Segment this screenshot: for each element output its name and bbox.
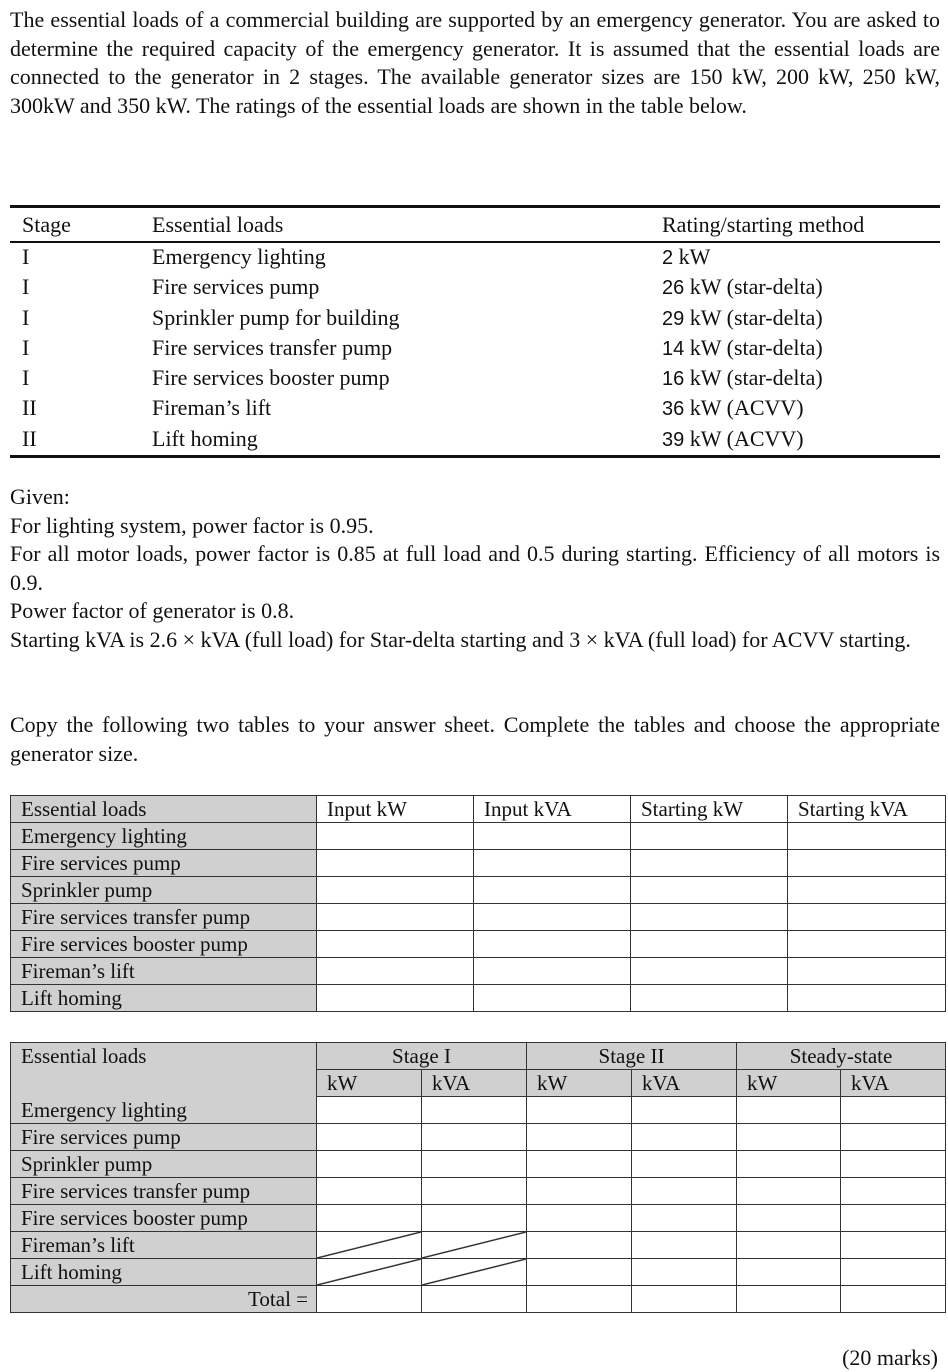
subheader-kw: kW xyxy=(527,1070,632,1097)
stage: I xyxy=(22,365,30,391)
stage: I xyxy=(22,334,30,360)
given-item: Power factor of generator is 0.8. xyxy=(10,598,295,624)
answer-cell[interactable] xyxy=(632,1286,737,1313)
stage: II xyxy=(22,395,37,421)
header-steady-state: Steady-state xyxy=(737,1043,946,1070)
subheader-kw: kW xyxy=(317,1070,422,1097)
answer-cell[interactable] xyxy=(788,985,946,1012)
answer-cell[interactable] xyxy=(422,1286,527,1313)
header-essential-loads: Essential loads xyxy=(11,796,317,823)
table-row xyxy=(11,1151,946,1178)
answer-cell[interactable] xyxy=(788,877,946,904)
rating-method: kW (star-delta) xyxy=(689,334,823,360)
table-header-row xyxy=(11,1043,946,1070)
row-label: Fireman’s lift xyxy=(11,958,317,985)
given-item: Starting kVA is 2.6 × kVA (full load) for Star-delta starting and 3 × kVA (full load) for ACVV starting. xyxy=(10,626,911,652)
table-row xyxy=(10,364,940,394)
rating xyxy=(662,395,804,421)
answer-cell[interactable] xyxy=(632,1124,737,1151)
answer-cell[interactable] xyxy=(632,1151,737,1178)
rating xyxy=(662,426,804,452)
load-name: Fire services pump xyxy=(152,274,320,300)
answer-cell[interactable] xyxy=(317,958,474,985)
answer-cell[interactable] xyxy=(317,1097,422,1124)
answer-cell[interactable] xyxy=(631,985,788,1012)
header-stage-1: Stage I xyxy=(317,1043,527,1070)
rating-kw: 29 xyxy=(662,307,685,330)
header-input-kw: Input kW xyxy=(317,796,474,823)
answer-cell[interactable] xyxy=(527,1286,632,1313)
answer-cell[interactable] xyxy=(632,1097,737,1124)
answer-cell[interactable] xyxy=(737,1259,841,1286)
answer-cell[interactable] xyxy=(317,877,474,904)
answer-cell[interactable] xyxy=(527,1259,632,1286)
table-row xyxy=(11,904,946,931)
rating-kw: 14 xyxy=(662,337,685,360)
crossed-out-cell xyxy=(317,1232,422,1259)
answer-cell[interactable] xyxy=(422,1205,527,1232)
answer-cell[interactable] xyxy=(422,1178,527,1205)
instruction-paragraph: Copy the following two tables to your answer sheet. Complete the tables and choose the appropriate generator size. xyxy=(10,712,940,766)
subheader-kva: kVA xyxy=(841,1070,946,1097)
answer-cell[interactable] xyxy=(841,1178,946,1205)
answer-cell[interactable] xyxy=(317,1205,422,1232)
given-item: For lighting system, power factor is 0.95. xyxy=(10,512,374,538)
answer-cell[interactable] xyxy=(317,1286,422,1313)
rating-method: kW (ACVV) xyxy=(689,395,804,421)
answer-cell[interactable] xyxy=(317,931,474,958)
loads-table xyxy=(10,205,940,458)
header-essential-loads: Essential loads xyxy=(152,212,284,237)
stage: II xyxy=(22,425,37,451)
answer-cell[interactable] xyxy=(317,904,474,931)
rating-kw: 16 xyxy=(662,368,685,391)
answer-cell[interactable] xyxy=(527,1205,632,1232)
rating xyxy=(662,335,823,361)
stage: I xyxy=(22,274,30,300)
row-label: Lift homing xyxy=(11,985,317,1012)
load-name: Emergency lighting xyxy=(152,244,326,269)
rating-kw: 36 xyxy=(662,398,685,421)
answer-cell[interactable] xyxy=(841,1205,946,1232)
answer-cell[interactable] xyxy=(841,1151,946,1178)
row-label: Emergency lighting xyxy=(11,823,317,850)
answer-cell[interactable] xyxy=(474,931,631,958)
header-input-kva: Input kVA xyxy=(474,796,631,823)
rating xyxy=(662,305,823,331)
rating-method: kW xyxy=(678,244,711,269)
answer-cell[interactable] xyxy=(317,1178,422,1205)
row-label: Fire services transfer pump xyxy=(11,1178,317,1205)
row-label: Sprinkler pump xyxy=(11,877,317,904)
answer-cell[interactable] xyxy=(737,1124,841,1151)
answer-cell[interactable] xyxy=(632,1232,737,1259)
answer-table-1 xyxy=(10,795,946,1012)
answer-cell[interactable] xyxy=(422,1151,527,1178)
answer-cell[interactable] xyxy=(632,1259,737,1286)
header-rating: Rating/starting method xyxy=(662,212,865,237)
answer-cell[interactable] xyxy=(737,1151,841,1178)
answer-cell[interactable] xyxy=(631,823,788,850)
answer-cell[interactable] xyxy=(737,1097,841,1124)
table-row xyxy=(11,958,946,985)
answer-cell[interactable] xyxy=(422,1124,527,1151)
answer-cell[interactable] xyxy=(317,985,474,1012)
answer-cell[interactable] xyxy=(632,1178,737,1205)
answer-cell[interactable] xyxy=(474,823,631,850)
rating-kw: 39 xyxy=(662,428,685,451)
header-starting-kw: Starting kW xyxy=(631,796,788,823)
answer-cell[interactable] xyxy=(788,931,946,958)
table-row xyxy=(11,1205,946,1232)
table-row xyxy=(10,273,940,303)
answer-cell[interactable] xyxy=(631,958,788,985)
rating xyxy=(662,274,823,300)
answer-cell[interactable] xyxy=(631,904,788,931)
table-row xyxy=(11,931,946,958)
crossed-out-cell xyxy=(317,1259,422,1286)
answer-cell[interactable] xyxy=(527,1124,632,1151)
stage: I xyxy=(22,304,30,330)
load-name: Lift homing xyxy=(152,425,258,451)
answer-cell[interactable] xyxy=(788,958,946,985)
answer-cell[interactable] xyxy=(841,1259,946,1286)
given-section xyxy=(10,483,940,655)
table-row xyxy=(11,823,946,850)
answer-cell[interactable] xyxy=(841,1286,946,1313)
header-starting-kva: Starting kVA xyxy=(788,796,946,823)
loads-table-header xyxy=(10,208,940,243)
rating-kw: 26 xyxy=(662,277,685,300)
table-row xyxy=(11,1232,946,1259)
answer-cell[interactable] xyxy=(527,1097,632,1124)
table-row xyxy=(10,425,940,455)
header-stage-2: Stage II xyxy=(527,1043,737,1070)
answer-cell[interactable] xyxy=(841,1124,946,1151)
table-row xyxy=(11,877,946,904)
marks-label: (20 marks) xyxy=(842,1345,938,1370)
header-stage: Stage xyxy=(22,212,71,237)
row-label: Fire services booster pump xyxy=(11,931,317,958)
table-row xyxy=(11,1259,946,1286)
rating-method: kW (star-delta) xyxy=(689,274,823,300)
answer-cell[interactable] xyxy=(737,1286,841,1313)
answer-cell[interactable] xyxy=(737,1205,841,1232)
answer-cell[interactable] xyxy=(631,931,788,958)
given-item: For all motor loads, power factor is 0.85 at full load and 0.5 during starting. Efficiency of all motors is 0.9. xyxy=(10,541,940,595)
stage: I xyxy=(22,244,30,269)
intro-paragraph: The essential loads of a commercial building are supported by an emergency generator. You are asked to determine the required capacity of the emergency generator. It is assumed that the essential loads are connected to the generator in 2 stages. The available generator sizes are 150 kW, 200 kW, 250 kW, 300kW and 350 kW. The ratings of the essential loads are shown in the table below. xyxy=(10,7,940,118)
answer-cell[interactable] xyxy=(527,1232,632,1259)
answer-cell[interactable] xyxy=(527,1151,632,1178)
table-row xyxy=(10,394,940,424)
table-total-row xyxy=(11,1286,946,1313)
load-name: Fire services booster pump xyxy=(152,365,390,391)
answer-cell[interactable] xyxy=(474,985,631,1012)
row-label: Fire services booster pump xyxy=(11,1205,317,1232)
rating-method: kW (ACVV) xyxy=(689,425,804,451)
table-row xyxy=(10,304,940,334)
answer-cell[interactable] xyxy=(632,1205,737,1232)
crossed-out-cell xyxy=(422,1232,527,1259)
row-label: Fire services pump xyxy=(11,850,317,877)
answer-cell[interactable] xyxy=(737,1232,841,1259)
rating-method: kW (star-delta) xyxy=(689,365,823,391)
rating xyxy=(662,365,823,391)
table-row xyxy=(10,243,940,273)
total-label: Total = xyxy=(11,1286,317,1313)
answer-cell[interactable] xyxy=(631,877,788,904)
table-row xyxy=(11,850,946,877)
rating-method: kW (star-delta) xyxy=(689,304,823,330)
row-label: Fire services pump xyxy=(11,1124,317,1151)
subheader-kva: kVA xyxy=(632,1070,737,1097)
row-label: Sprinkler pump xyxy=(11,1151,317,1178)
answer-cell[interactable] xyxy=(474,904,631,931)
rating-kw: 2 xyxy=(662,247,674,269)
header-spacer xyxy=(11,1070,317,1097)
answer-cell[interactable] xyxy=(631,850,788,877)
table-row xyxy=(11,1178,946,1205)
table-row xyxy=(11,1124,946,1151)
given-heading: Given: xyxy=(10,484,70,509)
answer-cell[interactable] xyxy=(317,823,474,850)
row-label: Emergency lighting xyxy=(11,1097,317,1124)
subheader-kw: kW xyxy=(737,1070,841,1097)
rating xyxy=(662,244,710,270)
answer-cell[interactable] xyxy=(527,1178,632,1205)
answer-cell[interactable] xyxy=(317,1151,422,1178)
load-name: Sprinkler pump for building xyxy=(152,304,400,330)
answer-cell[interactable] xyxy=(788,823,946,850)
table-header-row xyxy=(11,796,946,823)
answer-cell[interactable] xyxy=(841,1232,946,1259)
header-essential-loads: Essential loads xyxy=(11,1043,317,1070)
answer-cell[interactable] xyxy=(474,850,631,877)
answer-cell[interactable] xyxy=(737,1178,841,1205)
answer-cell[interactable] xyxy=(841,1097,946,1124)
answer-table-2 xyxy=(10,1042,946,1313)
subheader-kva: kVA xyxy=(422,1070,527,1097)
table-subheader-row xyxy=(11,1070,946,1097)
answer-cell[interactable] xyxy=(422,1097,527,1124)
table-row xyxy=(10,334,940,364)
row-label: Lift homing xyxy=(11,1259,317,1286)
answer-cell[interactable] xyxy=(317,1124,422,1151)
answer-cell[interactable] xyxy=(788,904,946,931)
load-name: Fire services transfer pump xyxy=(152,334,393,360)
answer-cell[interactable] xyxy=(317,850,474,877)
row-label: Fire services transfer pump xyxy=(11,904,317,931)
table-row xyxy=(11,985,946,1012)
answer-cell[interactable] xyxy=(788,850,946,877)
table-row xyxy=(11,1097,946,1124)
crossed-out-cell xyxy=(422,1259,527,1286)
answer-cell[interactable] xyxy=(474,958,631,985)
row-label: Fireman’s lift xyxy=(11,1232,317,1259)
load-name: Fireman’s lift xyxy=(152,395,272,421)
answer-cell[interactable] xyxy=(474,877,631,904)
